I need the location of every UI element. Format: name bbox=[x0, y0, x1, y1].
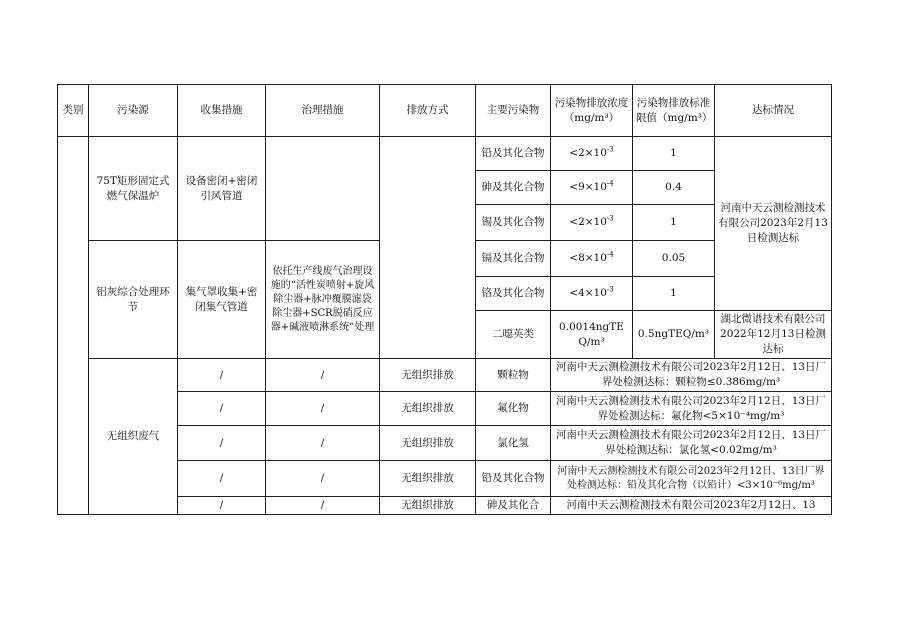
pollutant-cell: 砷及其化合物 bbox=[476, 171, 551, 205]
treatment-cell: / bbox=[266, 497, 380, 515]
compliance-cell: 河南中天云测检测技术有限公司2023年2月12日、13日厂界处检测达标：颗粒物≤0.386mg/m³ bbox=[551, 359, 832, 392]
collection-ash: 集气罩收集+密闭集气管道 bbox=[178, 241, 266, 359]
source-fugitive: 无组织废气 bbox=[89, 359, 178, 515]
source-furnace: 75T矩形固定式燃气保温炉 bbox=[89, 137, 178, 241]
compliance-cell: 河南中天云测检测技术有限公司2023年2月12日、13 bbox=[551, 497, 832, 515]
pollutant-cell: 氟化物 bbox=[476, 392, 551, 426]
header-limit: 污染物排放标准限值（mg/m³） bbox=[633, 85, 715, 137]
header-source: 污染源 bbox=[89, 85, 178, 137]
category-cell bbox=[58, 137, 89, 515]
collection-cell: / bbox=[178, 461, 266, 497]
limit-cell: 1 bbox=[633, 137, 715, 171]
header-collection: 收集措施 bbox=[178, 85, 266, 137]
concentration-cell: $<2\times 10^{-3}$ bbox=[551, 205, 633, 241]
compliance-cell: 河南中天云测检测技术有限公司2023年2月12日、13日厂界处检测达标：氟化物<5×10⁻⁴mg/m³ bbox=[551, 392, 832, 426]
discharge-organized-cell bbox=[380, 137, 476, 359]
pollutant-cell: 颗粒物 bbox=[476, 359, 551, 392]
pollutant-cell: 二噁英类 bbox=[476, 311, 551, 359]
concentration-cell: $<8\times 10^{-4}$ bbox=[551, 241, 633, 277]
limit-cell: 1 bbox=[633, 205, 715, 241]
collection-cell: / bbox=[178, 497, 266, 515]
header-category: 类别 bbox=[58, 85, 89, 137]
pollutant-cell: 氯化氢 bbox=[476, 426, 551, 461]
pollutant-cell: 锡及其化合物 bbox=[476, 205, 551, 241]
header-row bbox=[58, 85, 832, 137]
collection-cell: / bbox=[178, 392, 266, 426]
discharge-cell: 无组织排放 bbox=[380, 497, 476, 515]
treatment-cell: / bbox=[266, 461, 380, 497]
concentration-cell: $<9\times 10^{-4}$ bbox=[551, 171, 633, 205]
source-ash: 铝灰综合处理环节 bbox=[89, 241, 178, 359]
pollutant-cell: 砷及其化合 bbox=[476, 497, 551, 515]
pollutant-cell: 铅及其化合物 bbox=[476, 137, 551, 171]
compliance-group1: 河南中天云测检测技术有限公司2023年2月13日检测达标 bbox=[715, 137, 832, 311]
compliance-cell: 河南中天云测检测技术有限公司2023年2月12日、13日厂界处检测达标：铅及其化合物（以铅计）<3×10⁻⁶mg/m³ bbox=[551, 461, 832, 497]
collection-furnace: 设备密闭+密闭引风管道 bbox=[178, 137, 266, 241]
limit-cell: 0.5ngTEQ/m³ bbox=[633, 311, 715, 359]
header-concentration: 污染物排放浓度（mg/m³） bbox=[551, 85, 633, 137]
treatment-top-cell bbox=[266, 137, 380, 241]
treatment-description: 依托生产线废气治理设施的“活性炭喷射+旋风除尘器+脉冲覆膜滤袋除尘器+SCR脱硝反应器+碱液喷淋系统”处理 bbox=[266, 241, 380, 359]
table-row bbox=[58, 359, 832, 392]
compliance-dioxin: 湖北微谱技术有限公司2022年12月13日检测达标 bbox=[715, 311, 832, 359]
collection-cell: / bbox=[178, 426, 266, 461]
limit-cell: 0.4 bbox=[633, 171, 715, 205]
discharge-cell: 无组织排放 bbox=[380, 461, 476, 497]
limit-cell: 0.05 bbox=[633, 241, 715, 277]
concentration-cell: 0.0014ngTEQ/m³ bbox=[551, 311, 633, 359]
discharge-cell: 无组织排放 bbox=[380, 426, 476, 461]
collection-cell: / bbox=[178, 359, 266, 392]
concentration-cell: $<4\times 10^{-3}$ bbox=[551, 277, 633, 311]
emission-table bbox=[57, 84, 832, 515]
treatment-cell: / bbox=[266, 426, 380, 461]
discharge-cell: 无组织排放 bbox=[380, 359, 476, 392]
pollutant-cell: 镉及其化合物 bbox=[476, 241, 551, 277]
limit-cell: 1 bbox=[633, 277, 715, 311]
pollutant-cell: 铅及其化合物 bbox=[476, 461, 551, 497]
pollutant-cell: 铬及其化合物 bbox=[476, 277, 551, 311]
treatment-cell: / bbox=[266, 359, 380, 392]
table-row bbox=[58, 137, 832, 171]
discharge-cell: 无组织排放 bbox=[380, 392, 476, 426]
header-discharge: 排放方式 bbox=[380, 85, 476, 137]
header-pollutant: 主要污染物 bbox=[476, 85, 551, 137]
header-treatment: 治理措施 bbox=[266, 85, 380, 137]
compliance-cell: 河南中天云测检测技术有限公司2023年2月12日、13日厂界处检测达标：氯化氢<0.02mg/m³ bbox=[551, 426, 832, 461]
treatment-cell: / bbox=[266, 392, 380, 426]
header-compliance: 达标情况 bbox=[715, 85, 832, 137]
concentration-cell: $<2\times 10^{-3}$ bbox=[551, 137, 633, 171]
